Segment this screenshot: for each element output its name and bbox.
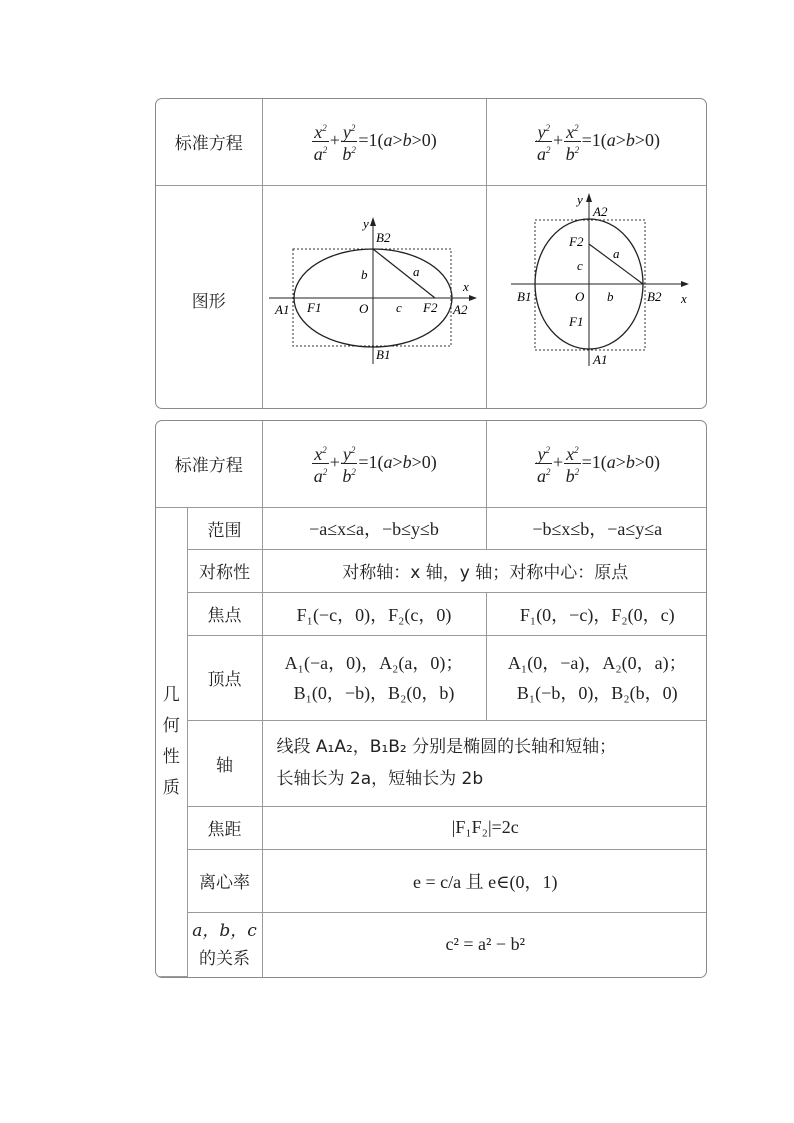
svg-text:F2: F2 — [423, 299, 438, 315]
svg-text:A2: A2 — [593, 203, 608, 219]
svg-text:B1: B1 — [376, 346, 391, 362]
svg-text:b: b — [361, 266, 368, 282]
svg-text:c: c — [396, 299, 402, 315]
header-label: 标准方程 — [156, 421, 262, 507]
svg-text:B2: B2 — [376, 229, 391, 245]
range-right: −b≤x≤b，−a≤y≤a — [486, 507, 707, 549]
svg-text:A1: A1 — [593, 351, 608, 367]
svg-text:b: b — [607, 288, 614, 304]
svg-text:a: a — [413, 263, 420, 279]
focal-distance-value: |F₁F₂|=2c — [262, 806, 707, 849]
eq-x-major: $\frac{x^2}{a^2}$ + $\frac{y^2}{b^2}$ =1(a>b>0) — [262, 421, 486, 507]
eccentricity-value: e = c/a 且 e∈(0，1) — [262, 849, 707, 912]
symmetry-label: 对称性 — [187, 549, 262, 592]
figure-label: 图形 — [156, 185, 262, 409]
svg-text:x: x — [681, 290, 688, 306]
svg-text:y: y — [363, 215, 369, 231]
vertices-right: A₁(0，−a)，A₂(0，a)； B₁(−b，0)，B₂(b，0) — [486, 635, 707, 720]
eccentricity-label: 离心率 — [187, 849, 262, 912]
vertical-ellipse-figure — [487, 186, 707, 408]
relation-value: c² = a² − b² — [262, 912, 707, 977]
vertices-label: 顶点 — [187, 635, 262, 720]
group-label-geometric-properties: 几 何 性 质 — [156, 507, 187, 977]
foci-label: 焦点 — [187, 592, 262, 635]
range-left: −a≤x≤a，−b≤y≤b — [262, 507, 486, 549]
svg-text:x: x — [463, 278, 469, 294]
svg-text:B1: B1 — [517, 288, 532, 304]
foci-left: F₁(−c，0)，F₂(c，0) — [262, 592, 486, 635]
svg-text:a: a — [613, 245, 620, 261]
svg-text:B2: B2 — [647, 288, 662, 304]
axes-value: 线段 A₁A₂，B₁B₂ 分别是椭圆的长轴和短轴； 长轴长为 2a，短轴长为 2b — [262, 720, 707, 806]
eq-y-major: $\frac{y^2}{a^2}$ + $\frac{x^2}{b^2}$ =1(a>b>0) — [486, 421, 707, 507]
svg-text:O: O — [575, 288, 585, 304]
right-figure-cell — [486, 185, 707, 409]
svg-text:y: y — [577, 191, 584, 207]
geometric-properties-table — [155, 420, 707, 978]
focal-distance-label: 焦距 — [187, 806, 262, 849]
svg-text:A1: A1 — [275, 301, 290, 317]
eq-y-major: $\frac{y^2}{a^2}$ + $\frac{x^2}{b^2}$ =1(a>b>0) — [486, 99, 707, 185]
svg-text:O: O — [359, 300, 369, 316]
vertices-left: A₁(−a，0)，A₂(a，0)； B₁(0，−b)，B₂(0，b) — [262, 635, 486, 720]
standard-equation-figure-table — [155, 98, 707, 409]
svg-text:F1: F1 — [307, 299, 322, 315]
header-label: 标准方程 — [156, 99, 262, 185]
horizontal-ellipse-figure — [263, 186, 485, 408]
left-figure-cell — [262, 185, 486, 409]
svg-text:A2: A2 — [453, 301, 468, 317]
foci-right: F₁(0，−c)，F₂(0，c) — [486, 592, 707, 635]
axes-label: 轴 — [187, 720, 262, 806]
symmetry-value: 对称轴：x 轴，y 轴；对称中心：原点 — [262, 549, 707, 592]
svg-text:F1: F1 — [569, 313, 584, 329]
relation-label: a，b，c 的关系 — [187, 912, 262, 977]
svg-text:F2: F2 — [569, 233, 584, 249]
eq-x-major: $\frac{x^2}{a^2}$ + $\frac{y^2}{b^2}$ =1(a>b>0) — [262, 99, 486, 185]
svg-text:c: c — [577, 257, 584, 273]
range-label: 范围 — [187, 507, 262, 549]
